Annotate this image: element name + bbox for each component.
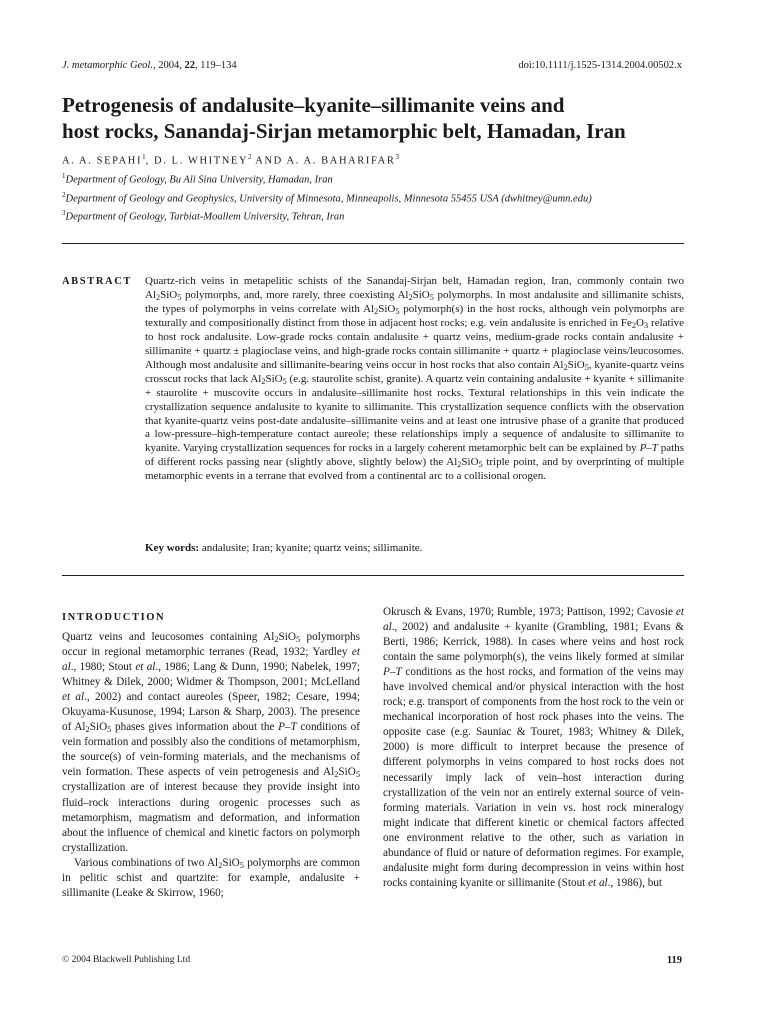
- doi: doi:10.1111/j.1525-1314.2004.00502.x: [518, 60, 682, 71]
- intro-paragraph-1: Quartz veins and leucosomes containing $Al_2SiO_5$ polymorphs occur in regional metamorphic terranes (Read, 1932; Yardley et al., 1980; Stout et al., 1986; Lang & Dunn, 1990; Nabelek, 1997; Whitney & Dilek, 2000; Widmer & Thompson, 2001; McLelland et al., 2002) and contact aureoles (Speer, 1982; Cesare, 1994; Okuyama-Kusunose, 1994; Larson & Sharp, 2003). The presence of $Al_2SiO_5$ phases gives information about the P–T conditions of vein formation and possibly also the conditions of metamorphism, the source(s) of vein-forming materials, and the mechanisms of vein formation. These aspects of vein petrogenesis and $Al_2SiO_5$ crystallization are of interest because they provide insight into fluid–rock interactions during orogenic processes such as metamorphism, magmatism and deformation, and information about the influence of chemical and kinetic factors on polymorph crystallization.: [62, 631, 361, 854]
- running-head: [62, 60, 682, 71]
- affiliation-2: $^2$Department of Geology and Geophysics, University of Minnesota, Minneapolis, Minnesota 55455 USA (dwhitney@umn.edu): [62, 190, 592, 204]
- abstract-text: Quartz-rich veins in metapelitic schists of the Sanandaj-Sirjan belt, Hamadan region, Iran, commonly contain two $Al_2SiO_5$ polymorphs, and, more rarely, three coexisting $Al_2SiO_5$ polymorphs. In most andalusite and sillimanite schists, the types of polymorphs in veins correlate with $Al_2SiO_5$ polymorph(s) in the host rocks, although vein polymorphs are texturally and compositionally distinct from those in adjacent host rocks; e.g. vein andalusite is enriched in $Fe_2O_3$ relative to host rock andalusite. Low-grade rocks contain andalusite + quartz veins, medium-grade rocks contain andalusite + sillimanite + quartz ± plagioclase veins, and high-grade rocks contain sillimanite + quartz + plagioclase veins/leucosomes. Although most andalusite and sillimanite-bearing veins occur in host rocks that also contain $Al_2SiO_5$, kyanite-quartz veins crosscut rocks that lack $Al_2SiO_5$ (e.g. staurolite schist, granite). A quartz vein containing andalusite + kyanite + sillimanite + staurolite + muscovite occurs in andalusite–sillimanite host rocks. Textural relationships in this vein indicate the crystallization sequence andalusite to kyanite to sillimanite. This crystallization sequence conflicts with the observation that kyanite-quartz veins post-date andalusite–sillimanite veins and at least one intrusive phase of a granite that produced a low-pressure–high-temperature contact aureole; these relationships imply a sequence of andalusite to sillimanite to kyanite. Varying crystallization sequences for rocks in a largely coherent metamorphic belt can be explained by P–T paths of different rocks passing near (slightly above, slightly below) the $Al_2SiO_5$ triple point, and by overprinting of multiple metamorphic events in a terrane that evolved from a continental arc to a collisional orogen.: [145, 275, 685, 483]
- intro-paragraph-2-continued: Okrusch & Evans, 1970; Rumble, 1973; Pattison, 1992; Cavosie et al., 2002) and andalusite + kyanite (Grambling, 1981; Evans & Berti, 1986; Kerrick, 1988). In cases where veins and host rock contain the same polymorph(s), the veins likely formed at similar P–T conditions as the host rocks, and formation of the veins may have involved chemical and/or physical interaction with the host rock; e.g. transport of components from the host rock to the vein or mechanical incorporation of host rock phases into the veins. The opposite case (e.g. Sauniac & Touret, 1983; Whitney & Dilek, 2000) is more difficult to interpret because the presence of different polymorphs in veins compared to host rocks does not necessarily imply lack of vein–host interaction during crystallization of the vein nor an entirely external source of vein-forming materials. Variation in vein vs. host rock mineralogy might indicate that different kinetic or chemical factors affected one environment relative to the other, such as variation in abundance of fluid or nature of deformation regimes. For example, andalusite might form during decompression in veins within host rocks containing kyanite or sillimanite (Stout et al., 1986), but: [383, 606, 684, 889]
- abstract-rule: [62, 575, 684, 576]
- copyright-notice: © 2004 Blackwell Publishing Ltd: [62, 955, 191, 965]
- abstract-label: ABSTRACT: [62, 276, 132, 287]
- page-footer: [62, 955, 682, 966]
- right-column: [383, 605, 684, 891]
- paper-title: Petrogenesis of andalusite–kyanite–sillimanite veins and host rocks, Sanandaj-Sirjan metamorphic belt, Hamadan, Iran: [62, 93, 626, 143]
- journal-citation: J. metamorphic Geol., 2004, 22, 119–134: [62, 60, 237, 71]
- affiliations: [62, 169, 722, 225]
- header-rule: [62, 243, 684, 244]
- keywords: Key words: andalusite; Iran; kyanite; quartz veins; sillimanite.: [145, 542, 423, 554]
- page-number: 119: [666, 955, 682, 966]
- affiliation-1: $^1$Department of Geology, Bu Ali Sina University, Hamadan, Iran: [62, 172, 333, 186]
- affiliation-3: $^3$Department of Geology, Tarbiat-Moallem University, Tehran, Iran: [62, 209, 345, 223]
- section-heading-introduction: INTRODUCTION: [62, 612, 166, 623]
- intro-paragraph-2: Various combinations of two $Al_2SiO_5$ polymorphs are common in pelitic schist and quartzite: for example, andalusite + sillimanite (Leake & Skirrow, 1960;: [62, 856, 360, 899]
- left-column: [62, 630, 360, 901]
- author-list: A. A. SEPAHI$^1$, D. L. WHITNEY$^2$ AND A. A. BAHARIFAR$^3$: [62, 153, 399, 167]
